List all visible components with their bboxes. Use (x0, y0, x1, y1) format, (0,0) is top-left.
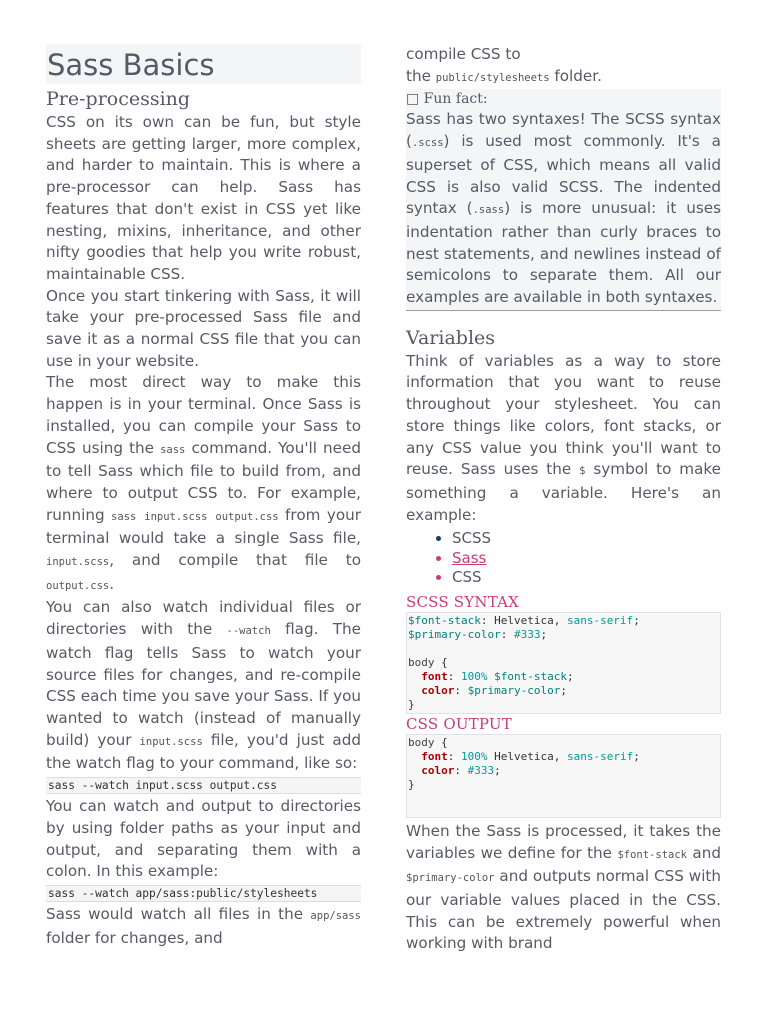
inline-code: sass input.scss output.css (111, 510, 279, 523)
paragraph (406, 351, 721, 527)
code-token: sans-serif (566, 749, 634, 763)
inline-code: app/sass (310, 909, 361, 922)
text: command. You'll need to tell Sass which file to build from, and where to output CSS to. For example, running (46, 438, 361, 524)
text: You can also watch individual files or directories with the (46, 598, 361, 639)
text: Sass has two syntaxes! The SCSS syntax ( (406, 110, 721, 151)
text: symbol to make something a variable. Here's an example: (406, 460, 721, 524)
left-column (46, 44, 361, 949)
right-column (406, 44, 721, 955)
paragraph (46, 372, 361, 597)
inline-code: input.scss (46, 556, 110, 569)
fun-fact-box (406, 89, 721, 310)
paragraph (406, 821, 721, 955)
code-token: ; (540, 627, 548, 641)
text: Think of variables as a way to store information that you want to reuse throughout your stylesheet. You can store things like colors, font stacks, or any CSS value you think you'll want to reuse. Sass uses the (406, 351, 721, 479)
text: on its own can be fun, but style sheets are getting larger, more complex, and harder to maintain. This is where a pre-processor can help. Sass has features that don't exist in (46, 113, 361, 218)
section-heading-variables: Variables (406, 326, 496, 349)
code-token: } (408, 697, 415, 711)
inline-code: $font-stack (617, 848, 687, 861)
text: and (686, 843, 721, 862)
inline-code: $primary-color (406, 872, 495, 885)
inline-code: $ (579, 465, 586, 478)
css-output-heading: CSS OUTPUT (406, 714, 512, 733)
tab-scss[interactable]: • SCSS (452, 529, 721, 549)
code-snippet-watch: sass --watch input.scss output.css (46, 777, 361, 794)
tab-sass-link[interactable]: Sass (452, 548, 487, 567)
paragraph (406, 44, 721, 89)
code-token: : (500, 627, 514, 641)
code-token: 100% (461, 749, 488, 763)
text: . (109, 574, 115, 593)
text: CSS (265, 199, 296, 218)
section-heading-preprocessing: Pre-processing (46, 88, 191, 110)
inline-code: input.scss (139, 735, 203, 748)
inline-code: output.css (46, 579, 110, 592)
fun-fact-heading (406, 89, 721, 109)
code-token: ; (633, 613, 640, 627)
paragraph (46, 904, 361, 949)
text: ) is used most commonly. It's a superset of CSS, which means all valid CSS is also valid SCSS. The indented syntax ( (406, 132, 721, 218)
tab-sass[interactable] (452, 549, 721, 569)
text: . (180, 264, 186, 283)
code-token: { (434, 735, 448, 749)
code-token: $primary-color (467, 683, 561, 697)
tab-css[interactable]: • CSS (452, 568, 721, 588)
inline-code: .sass (472, 204, 505, 217)
paragraph (46, 112, 361, 286)
code-snippet-watch-dirs: sass --watch app/sass:public/stylesheets (46, 885, 361, 902)
text: Fun fact: (419, 91, 488, 108)
paragraph: Once you start tinkering with Sass, it will take your pre-processed Sass file and save it as a normal CSS file that you can use in your website. (46, 286, 361, 370)
css-code-block: body { font: 100% Helvetica, sans-serif; color: #333; } (406, 734, 721, 818)
code-token: sans-serif (566, 613, 634, 627)
text: and outputs normal CSS with our variable values placed in the CSS. This can be extremely powerful when working with brand (406, 867, 721, 953)
text: , and compile that file to (109, 551, 361, 570)
code-token: 100% (461, 669, 488, 683)
paragraph: You can watch and output to directories by using folder paths as your input and output, and separating them with a colon. In this example: (46, 797, 361, 881)
inline-code: public/stylesheets (435, 71, 550, 84)
code-token: body (408, 655, 435, 669)
text: folder for changes, and (46, 928, 223, 947)
code-token: $primary-color (408, 627, 501, 641)
text: Sass would watch all files in the (46, 904, 311, 923)
scss-code-block: $font-stack: Helvetica, sans-serif; $primary-color: #333; body { font: 100% $font-stack; color: $primary-color; } (406, 612, 721, 714)
fun-fact-text (406, 109, 721, 308)
code-token: font (421, 669, 448, 683)
text: compile CSS to (406, 45, 521, 63)
text: CSS (150, 264, 181, 283)
lightbulb-icon: □ (406, 91, 420, 108)
code-token: body (408, 735, 435, 749)
text: The most direct way to make this happen is in your terminal. Once Sass is installed, you can compile your Sass to CSS using the (46, 373, 361, 457)
text: file, you'd just add the watch flag to your command, like so: (46, 730, 361, 773)
text: When the Sass is processed, it takes the variables we define for the (406, 821, 721, 862)
text: CSS (46, 113, 76, 131)
code-token: #333 (513, 627, 541, 641)
inline-code: .scss (411, 137, 444, 150)
code-token: $font-stack (494, 669, 567, 683)
text: folder. (549, 66, 602, 85)
inline-code: --watch (226, 625, 271, 638)
code-token: } (408, 777, 415, 791)
code-token: $font-stack (408, 613, 481, 627)
text: yet like nesting, mixins, inheritance, and other nifty goodies that help you write robust, maintainable (46, 199, 361, 283)
text: the (406, 66, 436, 85)
code-token: color (421, 683, 455, 697)
code-token: #333 (467, 763, 495, 777)
code-token: : Helvetica, (480, 613, 567, 627)
text: flag. The watch flag tells Sass to watch your source files for changes, and re-compile CSS each time you save your Sass. If you wanted to watch (instead of manually build) your (46, 620, 361, 749)
scss-syntax-heading: SCSS SYNTAX (406, 592, 520, 611)
code-token: font (421, 749, 448, 763)
code-token: color (421, 763, 455, 777)
paragraph (46, 597, 361, 775)
text: from your terminal would take a single Sass file, (46, 505, 361, 548)
code-token: Helvetica, (487, 749, 567, 763)
page-title: Sass Basics (46, 44, 361, 84)
inline-code: sass (160, 443, 186, 456)
text: ) is more unusual: it uses indentation rather than curly braces to nest statements, and newlines instead of semicolons to separate them. All our examples are available in both syntaxes. (406, 199, 721, 307)
syntax-tabs (406, 529, 721, 588)
code-token: { (434, 655, 448, 669)
